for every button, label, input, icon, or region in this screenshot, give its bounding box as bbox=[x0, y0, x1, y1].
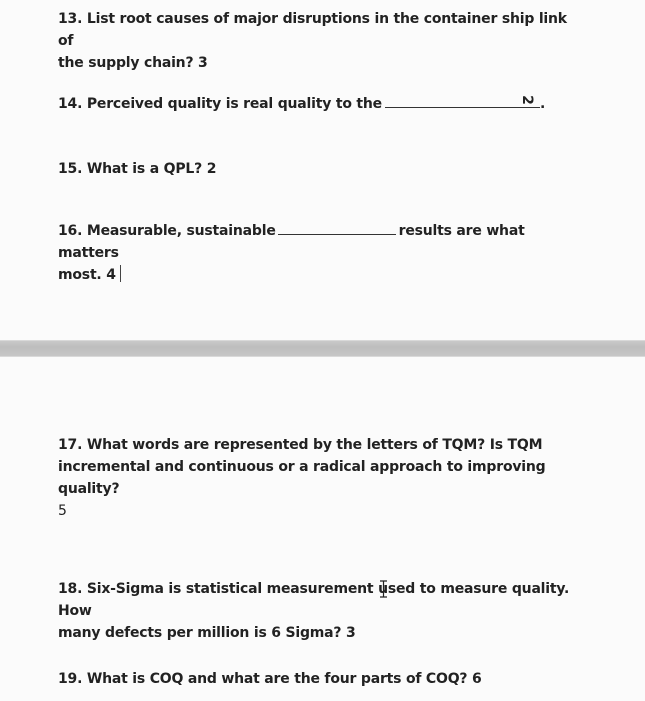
question-18-line-2: many defects per million is 6 Sigma? 3 bbox=[58, 625, 356, 641]
question-18-line-1b: d to measure quality. How bbox=[58, 581, 570, 619]
question-19-text: 19. What is COQ and what are the four parts of COQ? 6 bbox=[58, 671, 482, 687]
question-17-line-2: incremental and continuous or a radical approach to improving quality? bbox=[58, 459, 546, 497]
question-14-points: 2 bbox=[518, 95, 535, 105]
question-17-line-1: 17. What words are represented by the letters of TQM? Is TQM bbox=[58, 437, 543, 453]
page-separator bbox=[0, 341, 645, 356]
question-13 bbox=[58, 8, 578, 74]
question-13-line-2: the supply chain? 3 bbox=[58, 55, 208, 71]
question-14 bbox=[58, 93, 578, 115]
question-18-line-1a: 18. Six-Sigma is statistical measurement use bbox=[58, 581, 406, 597]
question-14-answer-blank[interactable] bbox=[385, 93, 540, 108]
question-17 bbox=[58, 434, 598, 522]
question-19 bbox=[58, 668, 578, 690]
question-15-text: 15. What is a QPL? 2 bbox=[58, 161, 217, 177]
question-14-period: . bbox=[539, 96, 546, 112]
question-18 bbox=[58, 578, 598, 644]
text-cursor bbox=[120, 265, 121, 282]
question-16-answer-blank[interactable] bbox=[278, 220, 396, 235]
question-16-line-2: most. 4 bbox=[58, 267, 116, 283]
question-16 bbox=[58, 220, 578, 286]
question-15 bbox=[58, 158, 578, 180]
ibeam-cursor-icon bbox=[379, 580, 388, 598]
question-16-text-before: 16. Measurable, sustainable bbox=[58, 223, 276, 239]
document-page-bottom bbox=[0, 356, 645, 701]
question-16-text-after: results are what matters bbox=[58, 223, 525, 261]
question-14-text: 14. Perceived quality is real quality to the bbox=[58, 96, 382, 112]
question-17-points: 5 bbox=[58, 503, 67, 519]
question-13-line-1: 13. List root causes of major disruptions in the container ship link of bbox=[58, 11, 567, 49]
